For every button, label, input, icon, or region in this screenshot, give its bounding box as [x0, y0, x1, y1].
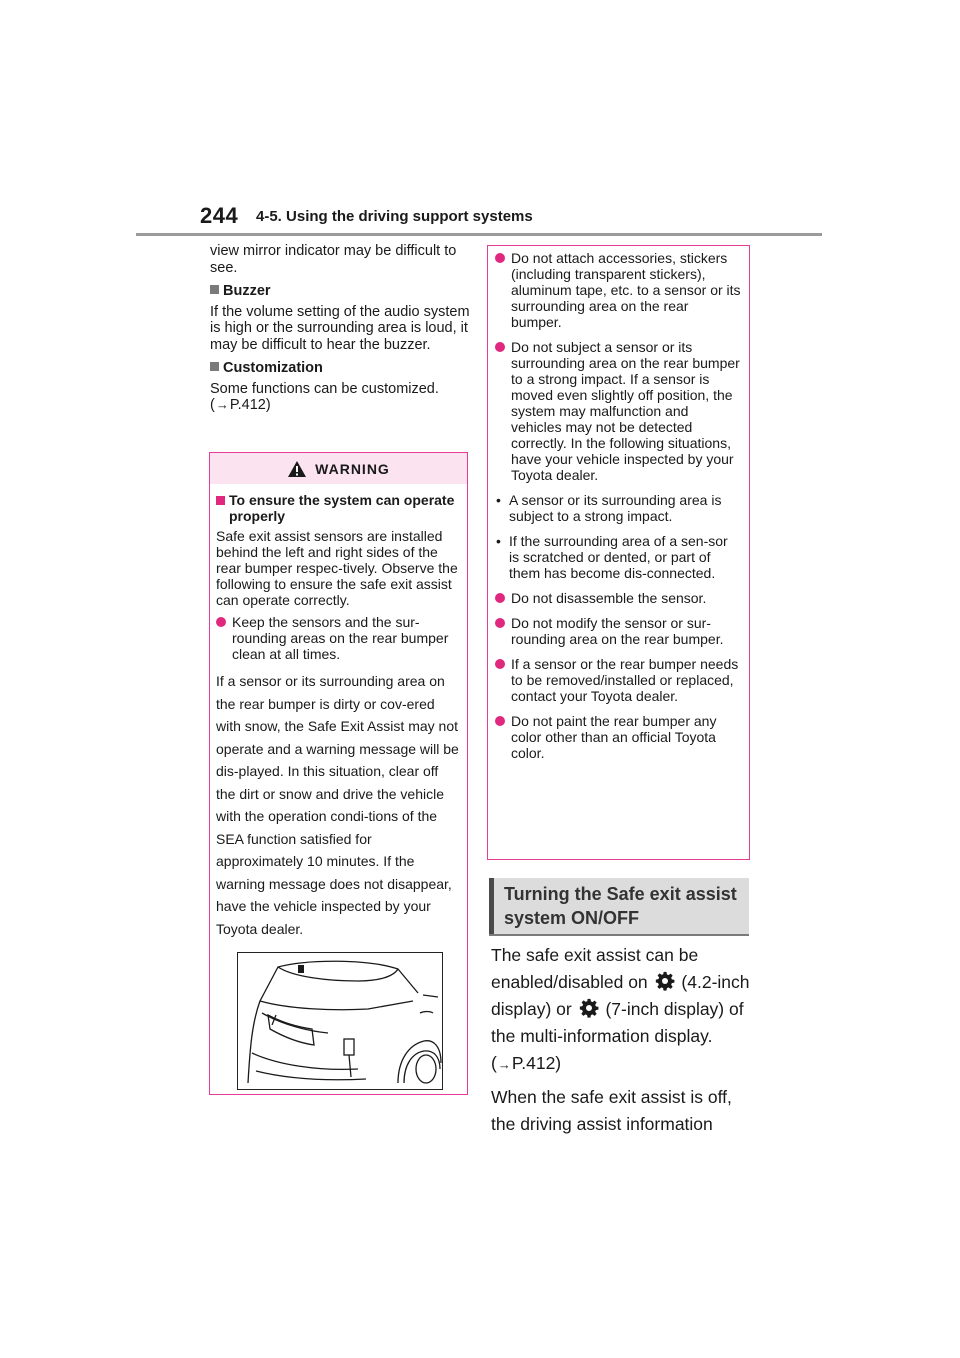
list-item: Do not subject a sensor or its surrounding area on the rear bumper to a strong impact. If a sensor is moved even slightly off position, the system may malfunction and vehicles may not be detected correctly. In the following situations, have your vehicle inspected by your Toyota dealer. — [495, 339, 741, 483]
section-title: 4-5. Using the driving support systems — [256, 208, 533, 225]
bullet-dot-icon — [216, 617, 226, 627]
square-bullet-icon — [216, 496, 225, 505]
warning-heading: To ensure the system can operate properly — [216, 492, 461, 524]
bullet-dot-icon — [495, 253, 505, 263]
list-item: Keep the sensors and the sur-rounding areas on the rear bumper clean at all times. — [216, 614, 461, 662]
section-heading: Turning the Safe exit assist system ON/OFF — [489, 878, 749, 935]
bullet-dot-icon — [495, 593, 505, 603]
arrow-right-icon: → — [215, 397, 229, 412]
rear-bumper-illustration — [237, 952, 443, 1090]
warning-box-continued — [487, 245, 750, 860]
page-reference[interactable]: P.412 — [229, 397, 266, 413]
list-item: If a sensor or the rear bumper needs to be removed/installed or replaced, contact your Toyota dealer. — [495, 656, 741, 704]
warning-paragraph: If a sensor or its surrounding area on the rear bumper is dirty or cov-ered with snow, the Safe Exit Assist may not operate and a warning message will be dis-played. In this situation, clear off the dirt or snow and drive the vehicle with the operation condi-tions of the SEA function satisfied for approximately 10 minutes. If the warning message does not disappear, have the vehicle inspected by your Toyota dealer. — [216, 673, 459, 937]
warning-body — [210, 484, 467, 940]
customization-heading: Customization — [210, 360, 472, 377]
heading-rule — [489, 934, 749, 936]
list-item: Do not attach accessories, stickers (including transparent stickers), aluminum tape, etc. to a sensor or its surrounding area on the rear bumper. — [495, 250, 741, 330]
square-bullet-icon — [210, 285, 219, 294]
list-item: Do not modify the sensor or sur-rounding area on the rear bumper. — [495, 615, 741, 647]
gear-icon — [655, 971, 675, 991]
warning-triangle-icon — [287, 460, 307, 478]
warning-intro: Safe exit assist sensors are installed behind the left and right sides of the rear bumper respec-tively. Observe the following to ensure the safe exit assist can operate correctly. — [216, 528, 458, 608]
buzzer-text: If the volume setting of the audio system is high or the surrounding area is loud, it may be difficult to hear the buzzer. — [210, 303, 470, 353]
sub-list-item: • If the surrounding area of a sen-sor is scratched or dented, or part of them has become dis-connected. — [496, 533, 728, 581]
page-number: 244 — [200, 203, 239, 228]
car-rear-icon — [238, 953, 442, 1089]
buzzer-heading: Buzzer — [210, 283, 472, 300]
turning-paragraph: The safe exit assist can be enabled/disabled on (4.2-inch display) or (7-inch display) of the multi-information display. (→P.412) — [491, 945, 750, 1073]
arrow-right-icon: → — [497, 1057, 511, 1072]
bullet-dot-icon — [495, 618, 505, 628]
square-bullet-icon — [210, 362, 219, 371]
sub-bullet-icon: • — [496, 533, 501, 549]
warning-title: WARNING — [315, 460, 390, 477]
turning-text — [491, 942, 753, 1144]
bullet-dot-icon — [495, 659, 505, 669]
warning-box — [209, 452, 468, 1095]
sub-bullet-icon: • — [496, 492, 501, 508]
list-item: Do not paint the rear bumper any color other than an official Toyota color. — [495, 713, 741, 761]
left-column — [210, 243, 472, 421]
list-item: Do not disassemble the sensor. — [495, 590, 741, 606]
header-rule — [136, 233, 822, 236]
customization-text: Some functions can be customized. (→P.412) — [210, 380, 439, 413]
bullet-dot-icon — [495, 716, 505, 726]
turning-paragraph-2: When the safe exit assist is off, the driving assist information — [491, 1087, 732, 1134]
gear-icon — [579, 998, 599, 1018]
sub-list-item: • A sensor or its surrounding area is subject to a strong impact. — [496, 492, 722, 524]
warning-header — [210, 453, 467, 484]
page-reference[interactable]: P.412) — [511, 1053, 562, 1073]
bullet-dot-icon — [495, 342, 505, 352]
intro-text: view mirror indicator may be difficult to see. — [210, 243, 457, 276]
